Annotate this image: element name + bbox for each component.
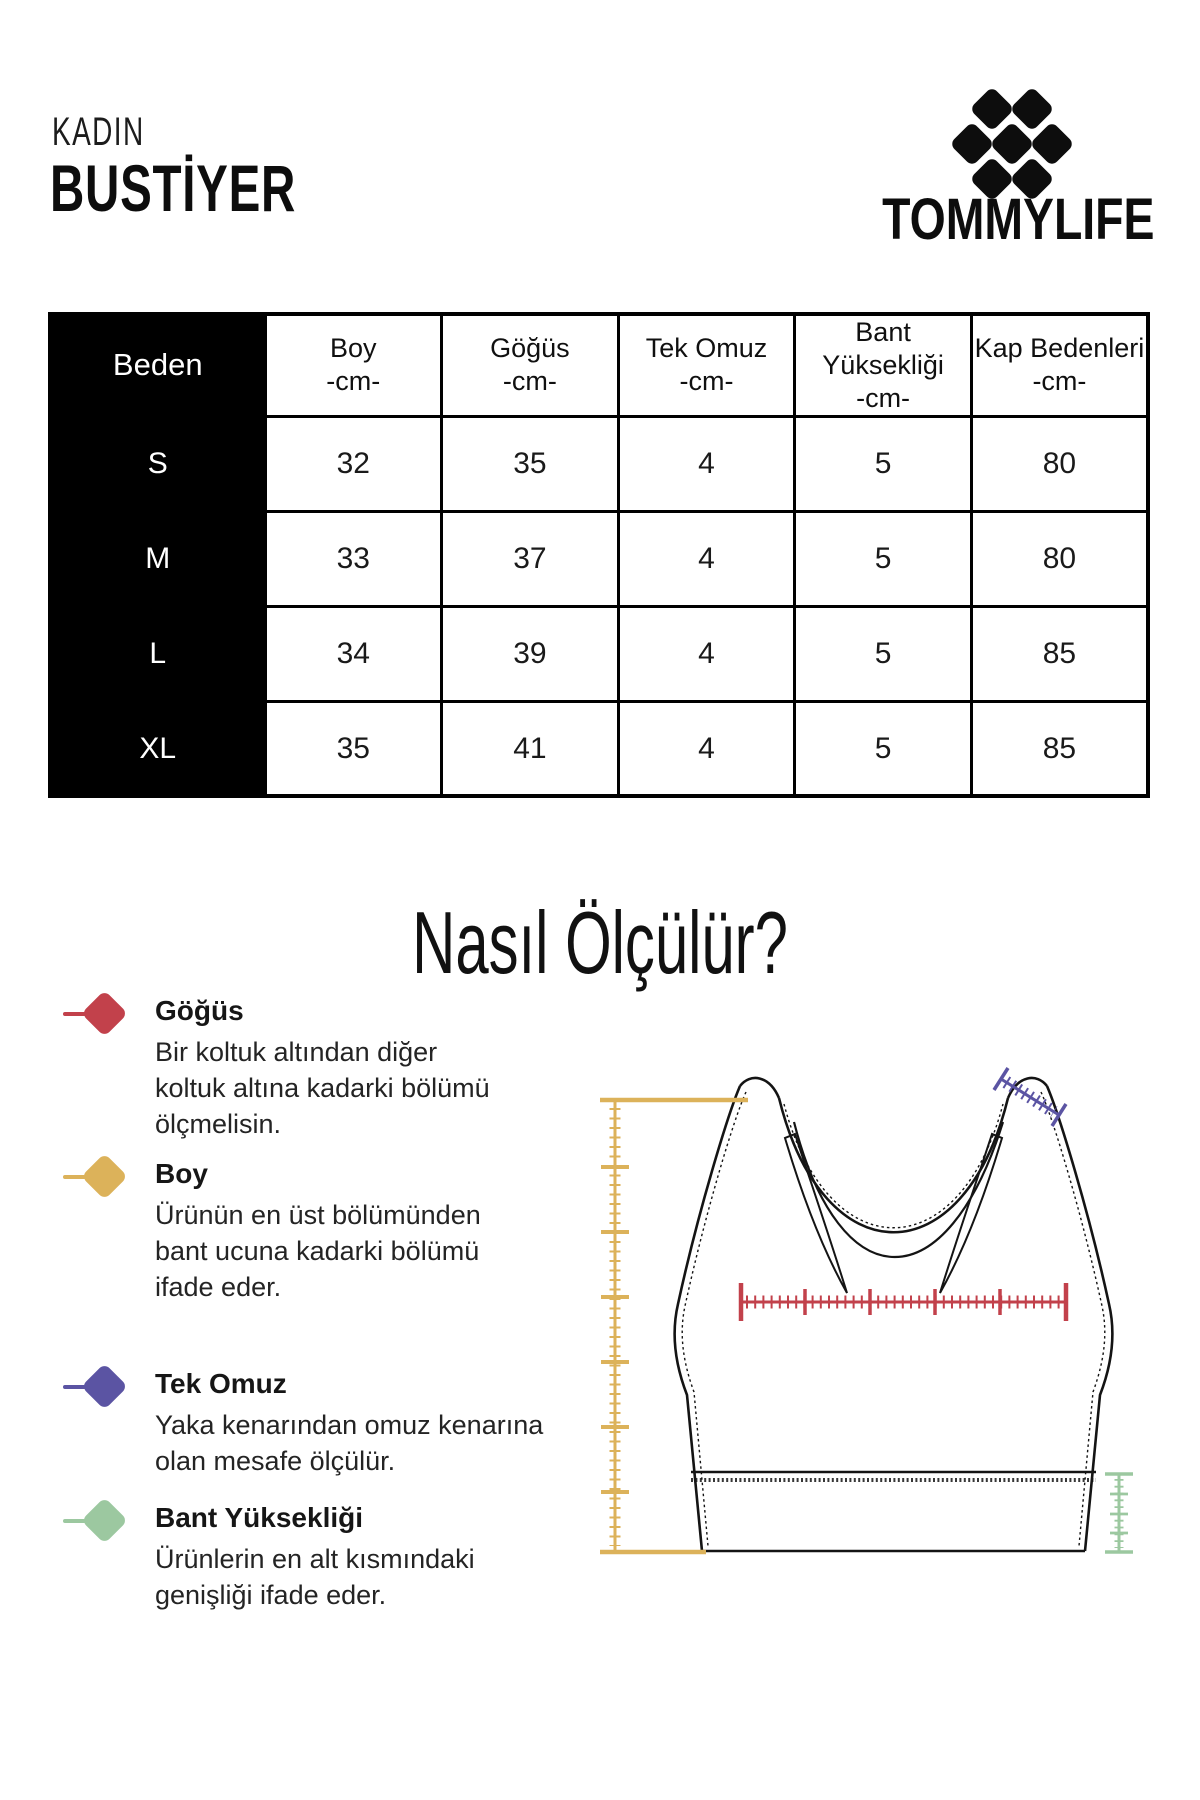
legend-title: Göğüs: [155, 995, 244, 1026]
cell-value: 35: [265, 701, 442, 796]
legend-item-gogus: [63, 995, 583, 1143]
category-title: KADIN: [52, 110, 145, 154]
cell-value: 35: [442, 416, 619, 511]
header-gogus: Göğüs -cm-: [442, 314, 619, 416]
brand-wordmark: TOMMYLIFE: [881, 187, 1154, 252]
cell-value: 85: [971, 701, 1148, 796]
legend-item-bant-yuksekligi: [63, 1502, 583, 1613]
tek-omuz-ruler: [994, 1068, 1066, 1126]
tek-omuz-marker: [63, 1370, 143, 1404]
size-label: S: [50, 416, 265, 511]
size-label: XL: [50, 701, 265, 796]
size-table-header-row: [50, 314, 1148, 416]
table-row-m: [50, 511, 1148, 606]
size-label: L: [50, 606, 265, 701]
header-bant-yuksekligi: Bant Yüksekliği -cm-: [795, 314, 972, 416]
cell-value: 41: [442, 701, 619, 796]
cell-value: 33: [265, 511, 442, 606]
legend-title: Boy: [155, 1158, 208, 1189]
gogus-ruler: [741, 1283, 1066, 1321]
table-row-s: [50, 416, 1148, 511]
legend-item-tek-omuz: [63, 1368, 583, 1479]
cell-value: 4: [618, 416, 795, 511]
how-to-measure-title: Nasıl Ölçülür?: [412, 893, 788, 992]
cell-value: 5: [795, 606, 972, 701]
cell-value: 32: [265, 416, 442, 511]
product-title: BUSTİYER: [50, 151, 297, 225]
header-beden: Beden: [50, 314, 265, 416]
table-row-xl: [50, 701, 1148, 796]
diamond-icon: [81, 1497, 128, 1544]
size-label: M: [50, 511, 265, 606]
cell-value: 37: [442, 511, 619, 606]
cell-value: 34: [265, 606, 442, 701]
legend-description: Ürünün en üst bölümünden bant ucuna kadarki bölümü ifade eder.: [155, 1200, 481, 1303]
cell-value: 39: [442, 606, 619, 701]
boy-marker: [63, 1160, 143, 1194]
gogus-marker: [63, 997, 143, 1031]
cell-value: 85: [971, 606, 1148, 701]
cell-value: 4: [618, 511, 795, 606]
legend-description: Bir koltuk altından diğer koltuk altına kadarki bölümü ölçmelisin.: [155, 1037, 490, 1140]
header-boy: Boy -cm-: [265, 314, 442, 416]
legend-title: Tek Omuz: [155, 1368, 287, 1399]
legend-description: Yaka kenarından omuz kenarına olan mesafe ölçülür.: [155, 1410, 544, 1477]
legend-title: Bant Yüksekliği: [155, 1502, 364, 1533]
size-table: [48, 312, 1150, 798]
cell-value: 4: [618, 606, 795, 701]
cell-value: 80: [971, 416, 1148, 511]
bant-ruler: [1105, 1474, 1133, 1552]
diamond-icon: [81, 1153, 128, 1200]
legend-item-boy: [63, 1158, 583, 1306]
cell-value: 4: [618, 701, 795, 796]
diamond-icon: [81, 990, 128, 1037]
header-kap-bedenleri: Kap Bedenleri -cm-: [971, 314, 1148, 416]
bant-marker: [63, 1504, 143, 1538]
diamond-icon: [81, 1363, 128, 1410]
tommylife-logo-icon: [912, 88, 1112, 200]
cell-value: 5: [795, 511, 972, 606]
cell-value: 80: [971, 511, 1148, 606]
table-row-l: [50, 606, 1148, 701]
header-tek-omuz: Tek Omuz -cm-: [618, 314, 795, 416]
bustier-measurement-diagram: [588, 1062, 1148, 1562]
cell-value: 5: [795, 701, 972, 796]
legend-description: Ürünlerin en alt kısmındaki genişliği ifade eder.: [155, 1544, 475, 1611]
cell-value: 5: [795, 416, 972, 511]
